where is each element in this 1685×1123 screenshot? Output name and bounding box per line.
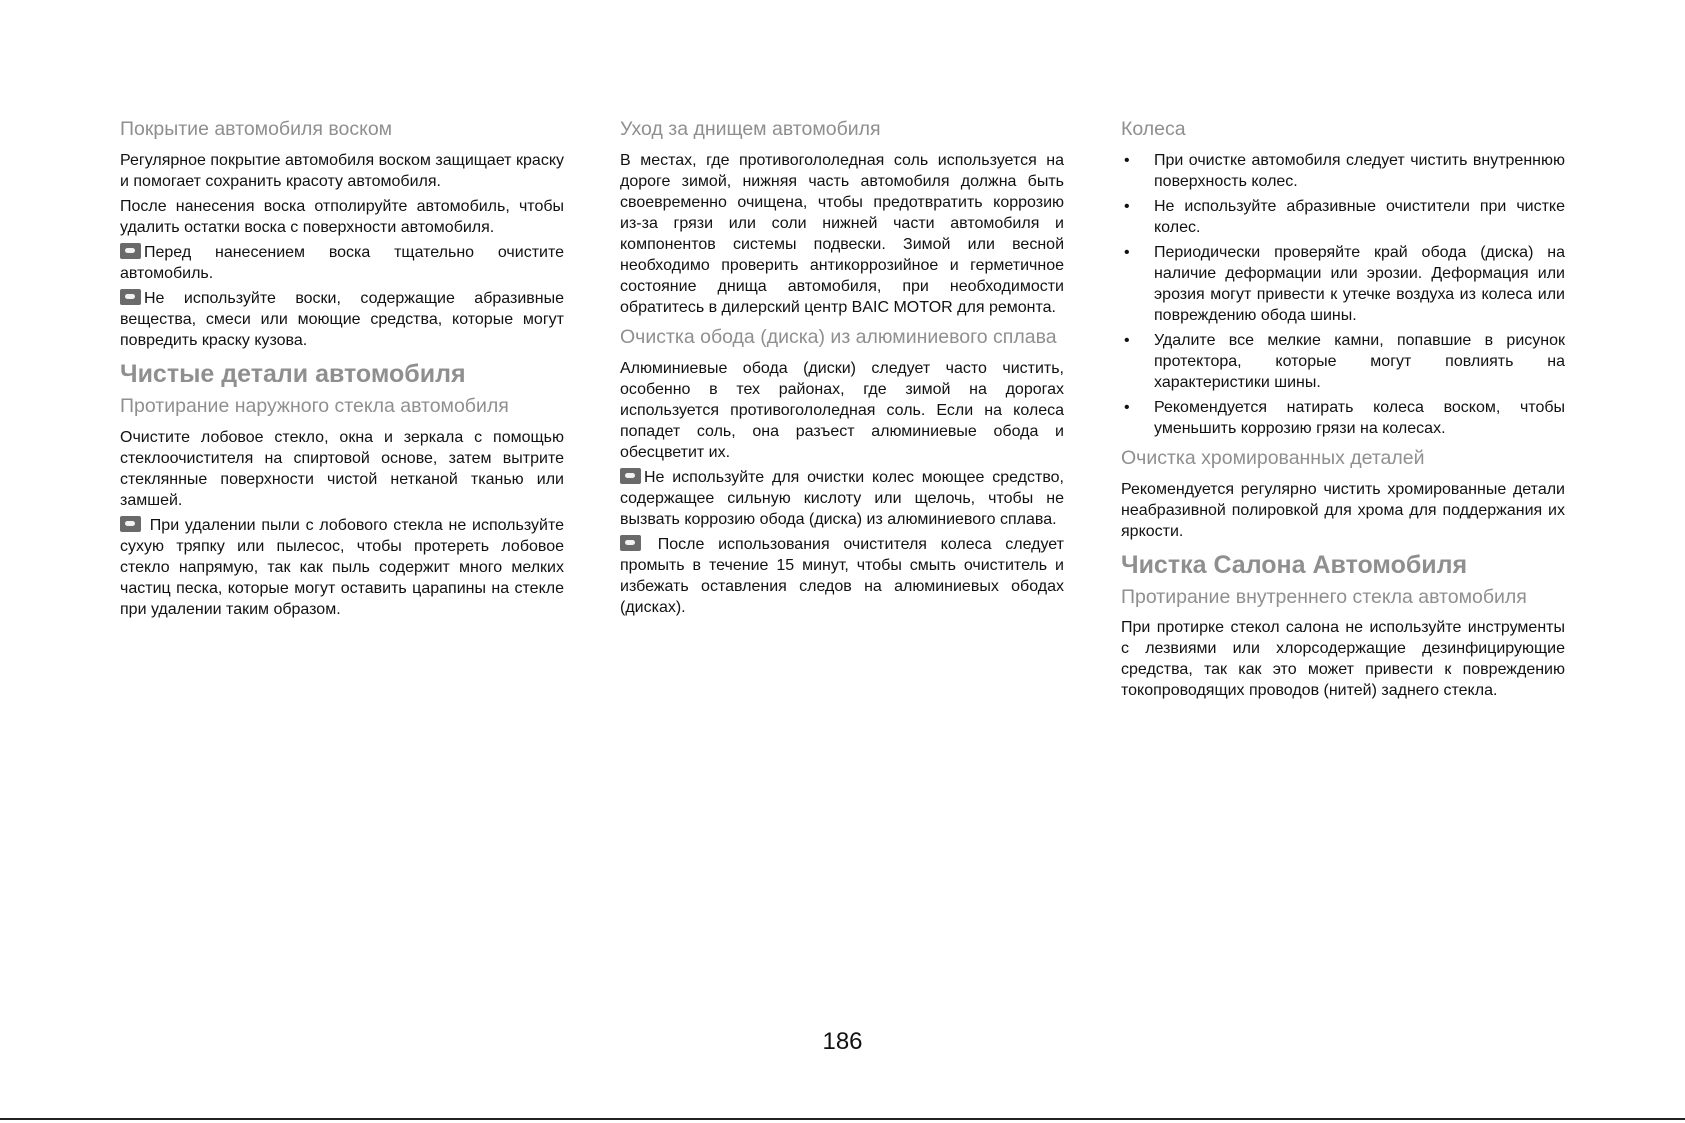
list-item: • Периодически проверяйте край обода (диска) на наличие деформации или эрозии. Деформация или эрозия могут привести к утечке воздуха из колеса или повреждению обода шины. (1121, 242, 1565, 326)
note-outer-glass (120, 515, 564, 620)
paragraph-waxing-2: После нанесения воска отполируйте автомобиль, чтобы удалить остатки воска с поверхности автомобиля. (120, 197, 564, 236)
heading-alloy-rims: Очистка обода (диска) из алюминиевого сплава (620, 325, 1057, 348)
note-waxing-1 (120, 242, 564, 284)
note-text: При удалении пыли с лобового стекла не используйте сухую тряпку или пылесос, чтобы протереть лобовое стекло напрямую, так как пыль содержит много мелких частиц песка, которые могут оставить царапины на стекле при удалении таким образом. (120, 516, 564, 618)
paragraph-inner-glass: При протирке стекол салона не используйте инструменты с лезвиями или хлорсодержащие дезинфицирующие средства, так как это может привести к повреждению токопроводящих проводов (нитей) заднего стекла. (1121, 619, 1565, 700)
list-item: • Рекомендуется натирать колеса воском, чтобы уменьшить коррозию грязи на колесах. (1121, 397, 1565, 439)
column-left (120, 118, 564, 624)
list-item: • Не используйте абразивные очистители при чистке колес. (1121, 196, 1565, 238)
note-alloy-rims-1 (620, 467, 1064, 530)
warning-icon (620, 468, 641, 484)
paragraph-chrome: Рекомендуется регулярно чистить хромированные детали неабразивной полировкой для хрома для поддержания их яркости. (1121, 480, 1565, 540)
note-waxing-2 (120, 288, 564, 351)
note-text: Не используйте для очистки колес моющее средство, содержащее сильную кислоту или щелочь, чтобы не вызвать коррозию обода (диска) из алюминиевого сплава. (620, 468, 1064, 528)
paragraph-outer-glass: Очистите лобовое стекло, окна и зеркала с помощью стеклоочистителя на спиртовой основе, затем вытрите стеклянные поверхности чистой нетканой тканью или замшей. (120, 428, 564, 509)
heading-outer-glass: Протирание наружного стекла автомобиля (120, 394, 509, 417)
paragraph-waxing-1: Регулярное покрытие автомобиля воском защищает краску и помогает сохранить красоту автомобиля. (120, 151, 564, 190)
heading-underbody: Уход за днищем автомобиля (620, 118, 881, 140)
bottom-divider (0, 1118, 1685, 1120)
column-middle (620, 118, 1064, 622)
warning-icon (120, 289, 141, 305)
warning-icon (120, 516, 141, 532)
note-text: После использования очистителя колеса следует промыть в течение 15 минут, чтобы смыть очиститель и избежать оставления следов на алюминиевых ободах (дисках). (620, 535, 1064, 616)
note-text: Перед нанесением воска тщательно очистите автомобиль. (120, 243, 564, 282)
note-alloy-rims-2 (620, 534, 1064, 618)
note-text: Не используйте воски, содержащие абразивные вещества, смеси или моющие средства, которые могут повредить краску кузова. (120, 289, 564, 349)
section-title-interior: Чистка Салона Автомобиля (1121, 550, 1468, 579)
warning-icon (620, 535, 641, 551)
section-title-clean-parts: Чистые детали автомобиля (120, 359, 466, 388)
page-number: 186 (822, 1028, 863, 1055)
list-item: • Удалите все мелкие камни, попавшие в рисунок протектора, которые могут повлиять на характеристики шины. (1121, 330, 1565, 393)
paragraph-underbody: В местах, где противогололедная соль используется на дороге зимой, нижняя часть автомобиля должна быть своевременно очищена, чтобы предотвратить коррозию из-за грязи или соли нижней части автомобиля и компонентов системы подвески. Зимой или весной необходимо проверить антикоррозийное и герметичное состояние днища автомобиля, при необходимости обратитесь в дилерский центр BAIC MOTOR для ремонта. (620, 151, 1064, 316)
warning-icon (120, 243, 141, 259)
heading-inner-glass: Протирание внутреннего стекла автомобиля (1121, 585, 1527, 608)
wheels-bullet-list (1121, 150, 1565, 439)
heading-waxing: Покрытие автомобиля воском (120, 118, 393, 140)
column-right (1121, 118, 1565, 705)
heading-wheels: Колеса (1121, 118, 1186, 140)
list-item: • При очистке автомобиля следует чистить внутреннюю поверхность колес. (1121, 150, 1565, 192)
heading-chrome: Очистка хромированных деталей (1121, 446, 1425, 469)
paragraph-alloy-rims: Алюминиевые обода (диски) следует часто чистить, особенно в тех районах, где зимой на дорогах используется противогололедная соль. Если на колеса попадет соль, она разъест алюминиевые обода и обесцветит их. (620, 359, 1064, 461)
